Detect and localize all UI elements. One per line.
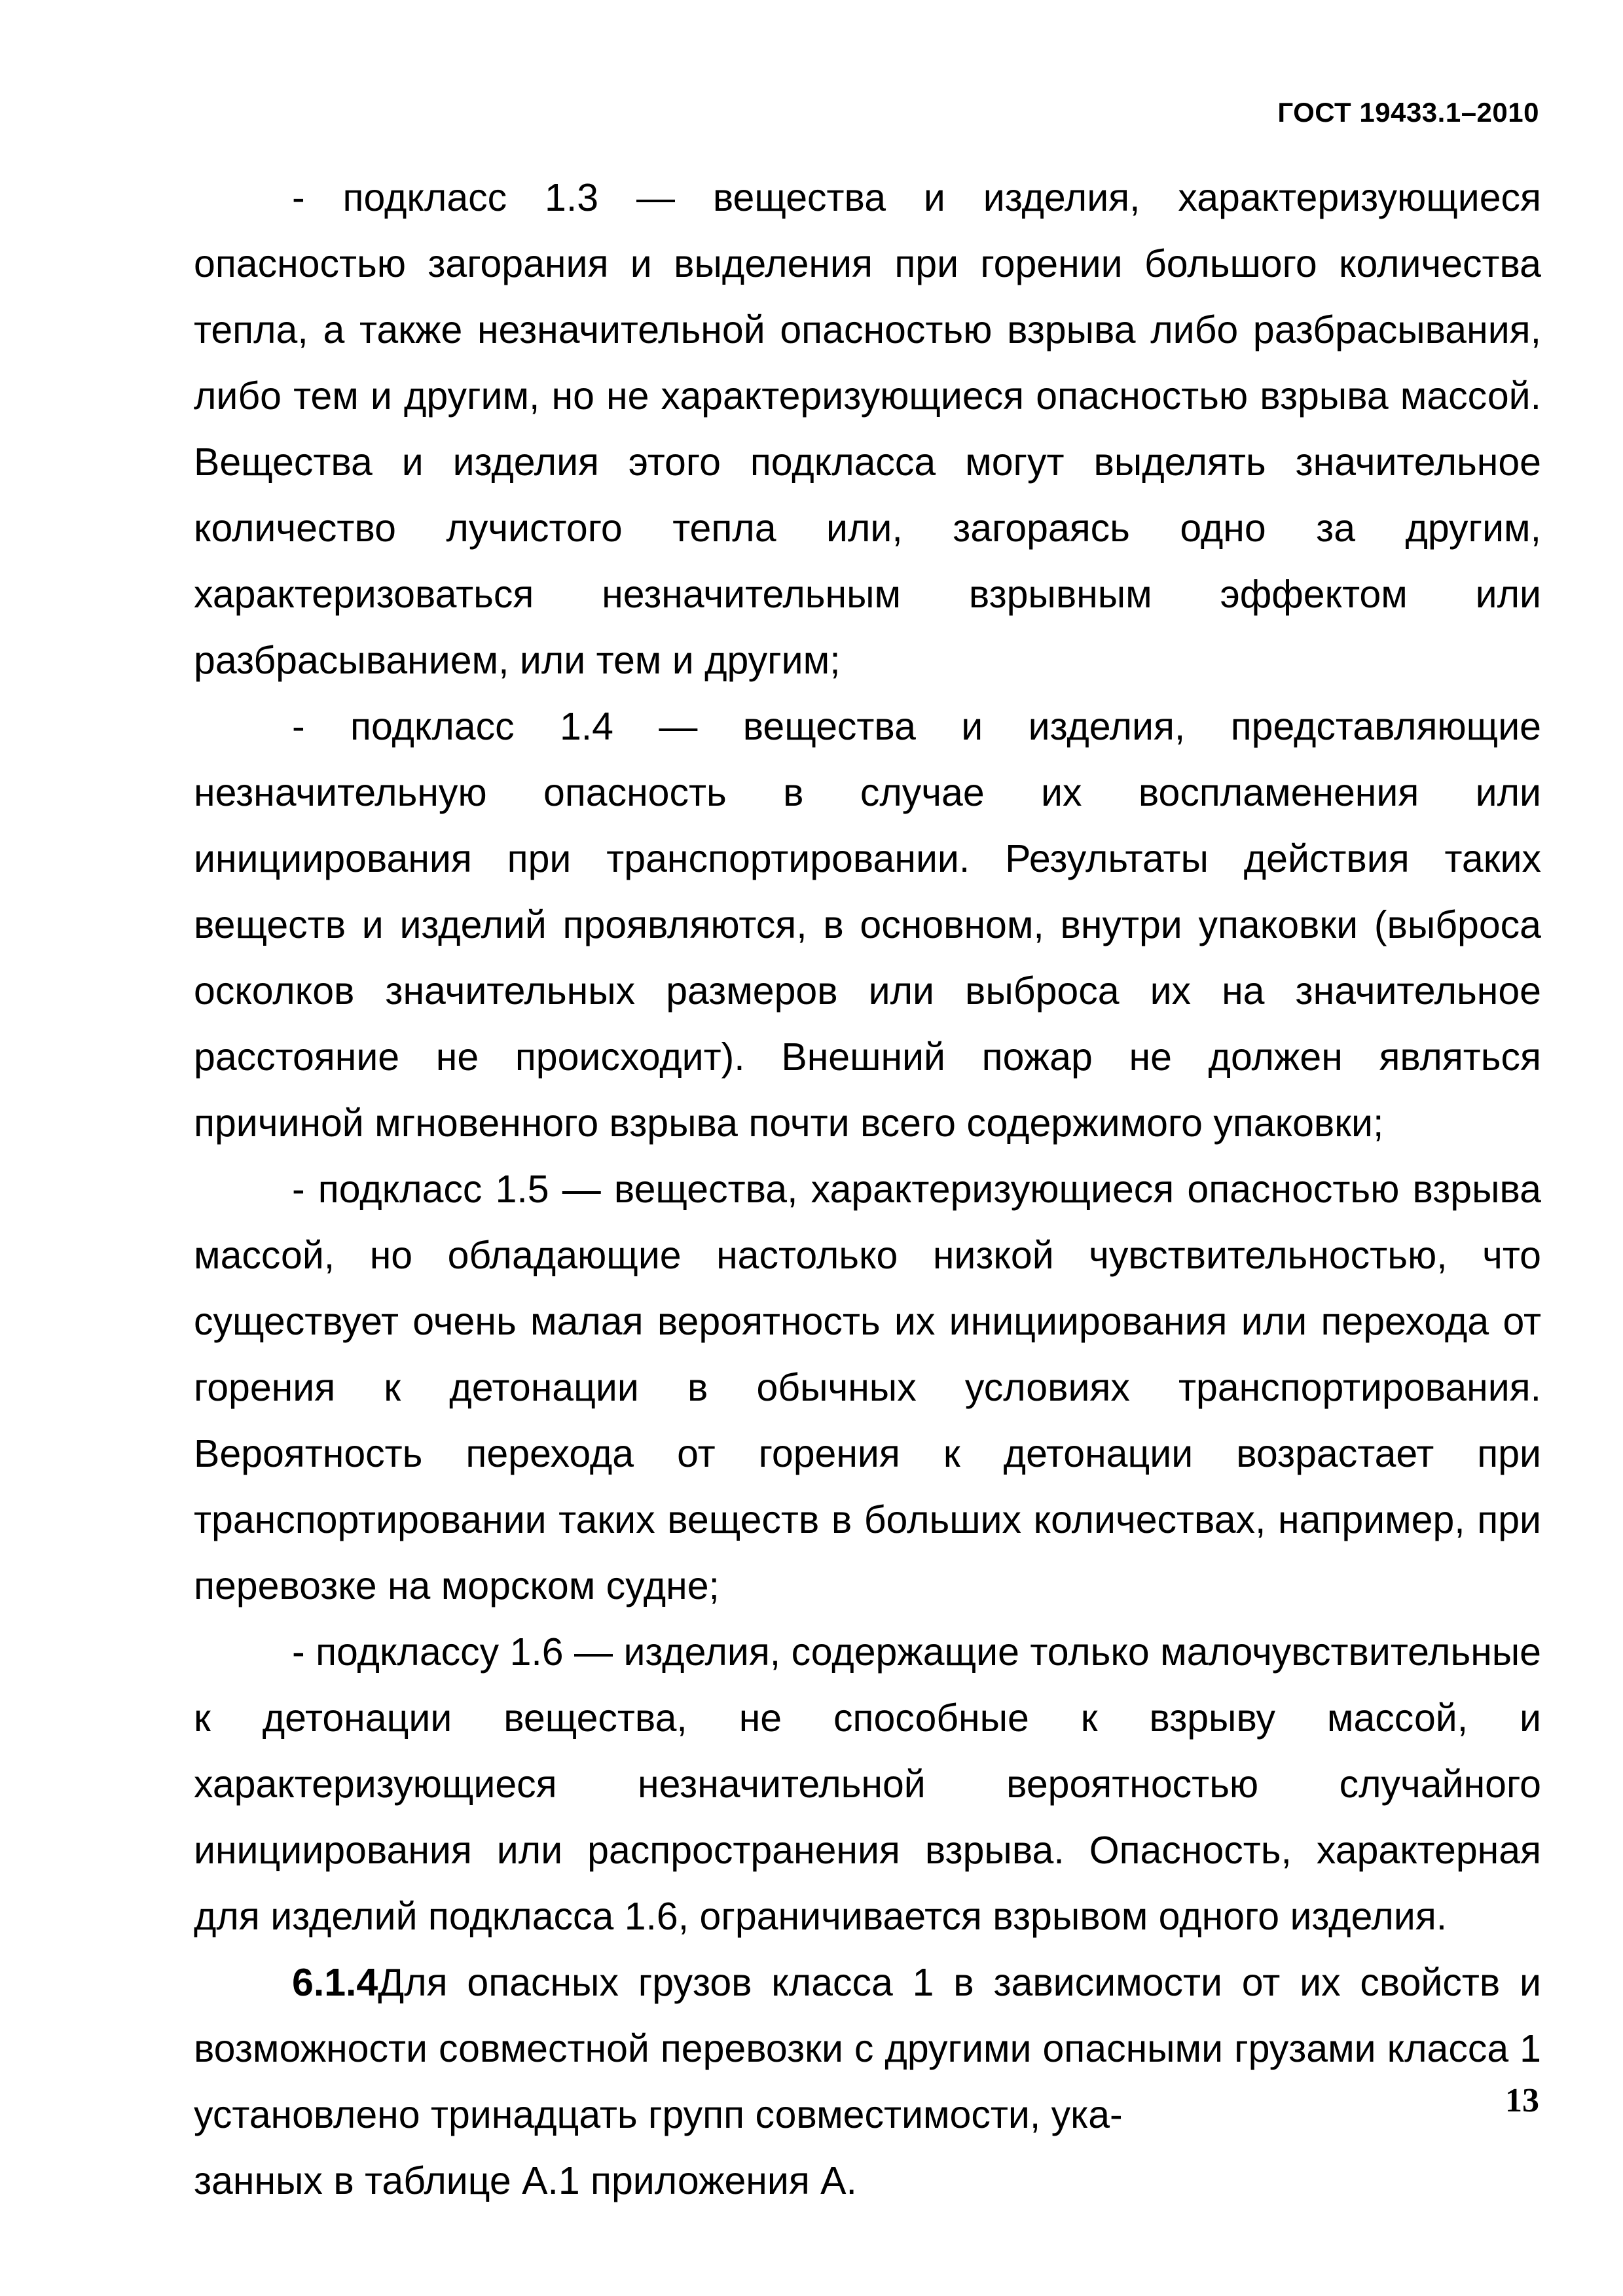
clause-number: 6.1.4 — [292, 1961, 378, 2004]
paragraph-clause-6-1-4-continuation: занных в таблице А.1 приложения А. — [194, 2159, 857, 2202]
page-number: 13 — [1505, 2082, 1539, 2119]
document-body — [194, 165, 1541, 2214]
paragraph-subclass-1-6: - подклассу 1.6 — изделия, содержащие только малочувствительные к детонации вещества, не способные к взрыву массой, и характеризующиеся незначительной вероятностью случайного инициирования или распространения взрыва. Опасность, характерная для изделий подкласса 1.6, ограничивается взрывом одного изделия. — [194, 1630, 1541, 1938]
paragraph-subclass-1-5: - подкласс 1.5 — вещества, характеризующиеся опасностью взрыва массой, но обладающие настолько низкой чувствительностью, что существует очень малая вероятность их инициирования или перехода от горения к детонации в обычных условиях транспортирования. Вероятность перехода от горения к детонации возрастает при транспортировании таких веществ в больших количествах, например, при перевозке на морском судне; — [194, 1168, 1541, 1607]
clause-text: Для опасных грузов класса 1 в зависимости от их свойств и возможности совместной перевозки с другими опасными грузами класса 1 установлено тринадцать групп совместимости, ука- — [194, 1961, 1541, 2136]
paragraph-subclass-1-4: - подкласс 1.4 — вещества и изделия, представляющие незначительную опасность в случае их воспламенения или инициирования при транспортировании. Результаты действия таких веществ и изделий проявляются, в основном, внутри упаковки (выброса осколков значительных размеров или выброса их на значительное расстояние не происходит). Внешний пожар не должен являться причиной мгновенного взрыва почти всего содержимого упаковки; — [194, 705, 1541, 1145]
paragraph-subclass-1-3: - подкласс 1.3 — вещества и изделия, характеризующиеся опасностью загорания и выделения при горении большого количества тепла, а также незначительной опасностью взрыва либо разбрасывания, либо тем и другим, но не характеризующиеся опасностью взрыва массой. Вещества и изделия этого подкласса могут выделять значительное количество лучистого тепла или, загораясь одно за другим, характеризоваться незначительным взрывным эффектом или разбрасыванием, или тем и другим; — [194, 176, 1541, 682]
paragraph-clause-6-1-4 — [194, 1950, 1541, 2148]
document-header: ГОСТ 19433.1–2010 — [1277, 97, 1539, 128]
